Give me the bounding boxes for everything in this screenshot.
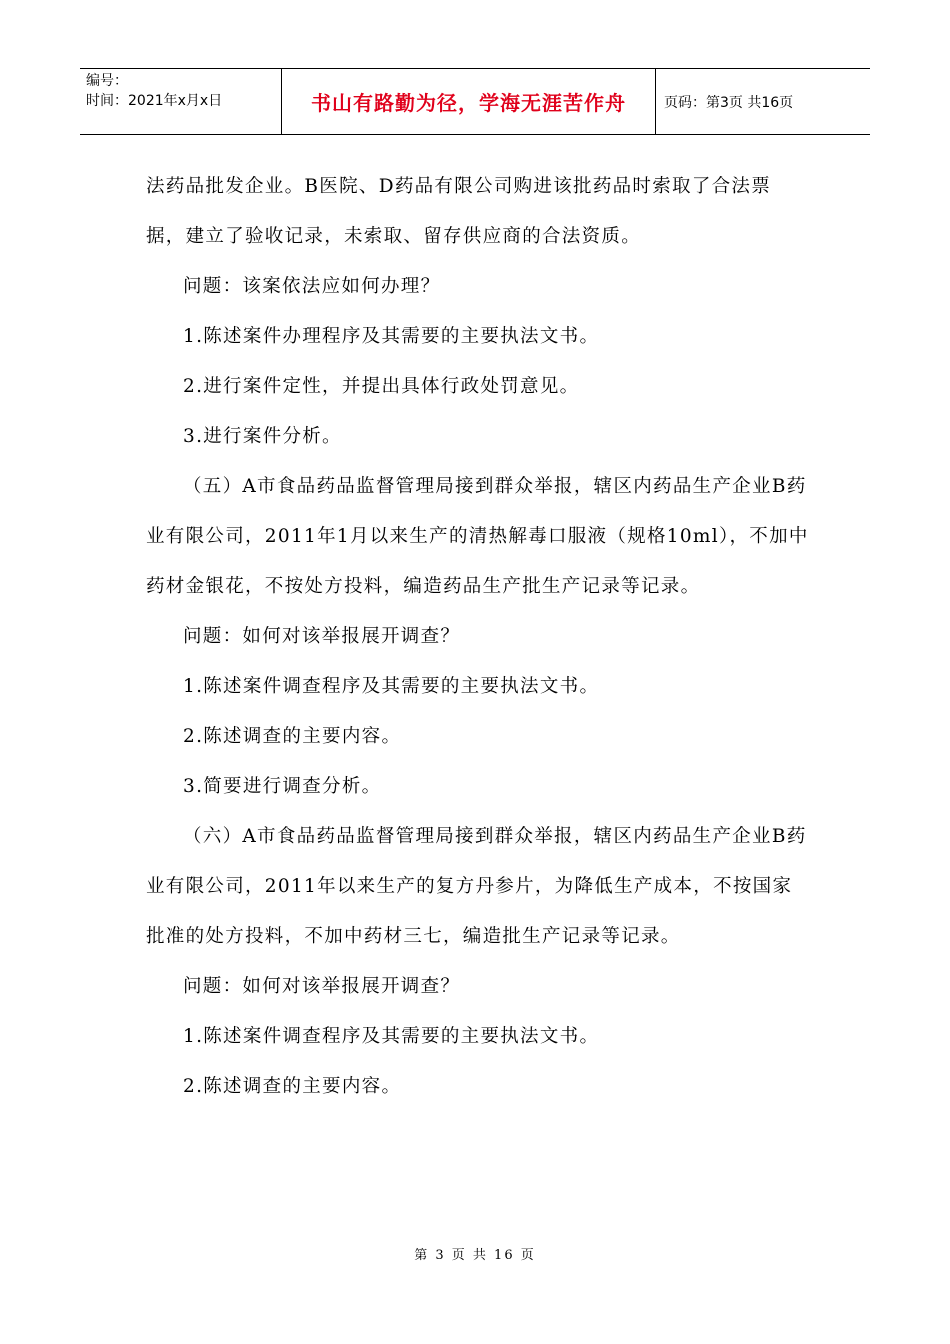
document-number-label: 编号： [86, 73, 128, 89]
paragraph: 3.进行案件分析。 [183, 426, 342, 447]
paragraph: 问题：该案依法应如何办理？ [183, 276, 441, 297]
paragraph: 1.陈述案件调查程序及其需要的主要执法文书。 [183, 1026, 600, 1047]
paragraph: 法药品批发企业。B医院、D药品有限公司购进该批药品时索取了合法票据，建立了验收记录，未索取、留存供应商的合法资质。 [146, 176, 772, 247]
header-page-info: 页码：第3页 共16页 [664, 94, 794, 111]
paragraph: （五）A市食品药品监督管理局接到群众举报，辖区内药品生产企业B药业有限公司，2011年1月以来生产的清热解毒口服液（规格10ml），不加中药材金银花，不按处方投料，编造药品生产批生产记录等记录。 [146, 476, 809, 597]
paragraph: 问题：如何对该举报展开调查？ [183, 976, 461, 997]
paragraph: 2.陈述调查的主要内容。 [183, 726, 402, 747]
paragraph: 2.陈述调查的主要内容。 [183, 1076, 402, 1097]
paragraph: 1.陈述案件调查程序及其需要的主要执法文书。 [183, 676, 600, 697]
paragraph: 问题：如何对该举报展开调查？ [183, 626, 461, 647]
paragraph: 2.进行案件定性，并提出具体行政处罚意见。 [183, 376, 580, 397]
page-header [80, 68, 870, 135]
document-time-label: 时间：2021年x月x日 [86, 93, 223, 109]
header-motto: 书山有路勤为径，学海无涯苦作舟 [282, 69, 656, 134]
paragraph: 1.陈述案件办理程序及其需要的主要执法文书。 [183, 326, 600, 347]
document-body [146, 162, 810, 1112]
header-meta [80, 69, 282, 134]
paragraph: 3.简要进行调查分析。 [183, 776, 382, 797]
paragraph: （六）A市食品药品监督管理局接到群众举报，辖区内药品生产企业B药业有限公司，2011年以来生产的复方丹参片，为降低生产成本，不按国家批准的处方投料，不加中药材三七，编造批生产记录等记录。 [146, 826, 807, 947]
page-footer: 第 3 页 共 16 页 [414, 1248, 536, 1263]
